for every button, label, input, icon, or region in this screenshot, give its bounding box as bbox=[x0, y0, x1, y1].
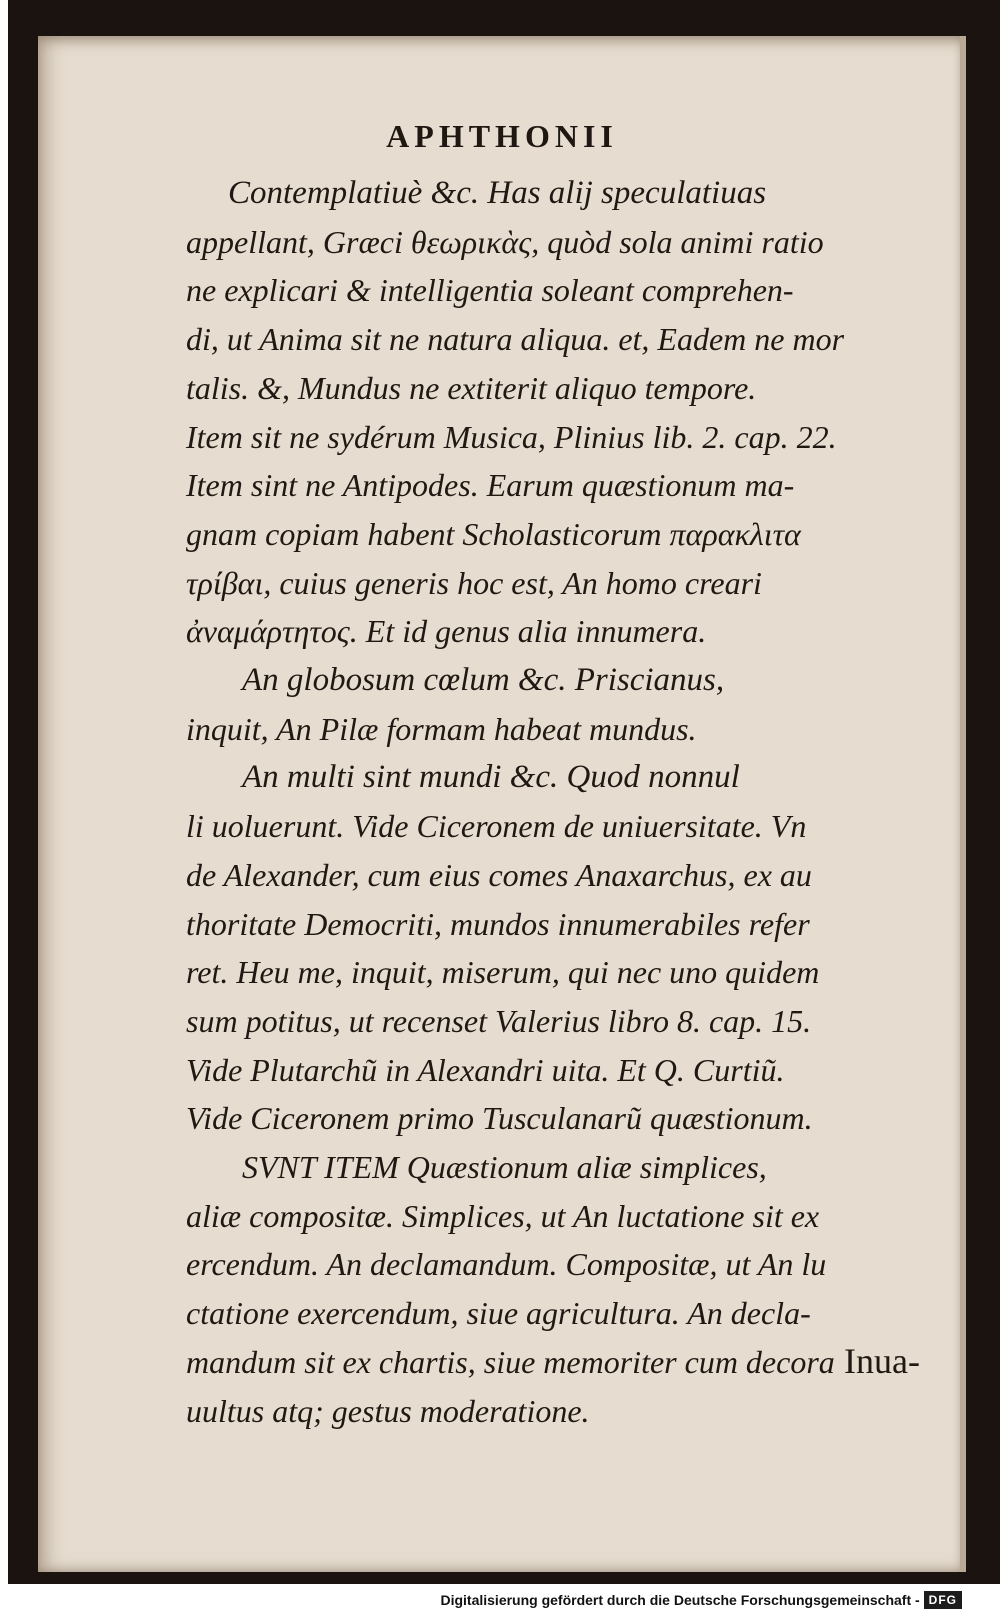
text-line: ctatione exercendum, siue agricultura. An decla- bbox=[186, 1295, 811, 1332]
text-line: ἀναμάρτητος. Et id genus alia innumera. bbox=[186, 613, 707, 650]
text-line: Vide Plutarchũ in Alexandri uita. Et Q. Curtiũ. bbox=[186, 1051, 785, 1088]
text-line: gnam copiam habent Scholasticorum παρακλιτα bbox=[186, 515, 801, 552]
text-line: uultus atq; gestus moderatione. bbox=[186, 1392, 590, 1429]
text-line: An multi sint mundi &c. Quod nonnul bbox=[242, 759, 740, 796]
catchword: Inua- bbox=[844, 1341, 920, 1381]
text-line: de Alexander, cum eius comes Anaxarchus, ex au bbox=[186, 856, 812, 893]
text-line: Item sint ne Antipodes. Earum quæstionum ma- bbox=[186, 467, 795, 504]
text-line: talis. &, Mundus ne extiterit aliquo tempore. bbox=[186, 369, 757, 406]
text-line: inquit, An Pilæ formam habeat mundus. bbox=[186, 710, 697, 747]
dfg-logo: DFG bbox=[924, 1591, 962, 1609]
page-edge bbox=[960, 36, 966, 1572]
text-line: ret. Heu me, inquit, miserum, qui nec uno quidem bbox=[186, 954, 820, 991]
text-line: ercendum. An declamandum. Compositæ, ut An lu bbox=[186, 1246, 827, 1283]
text-line: An globosum cœlum &c. Priscianus, bbox=[242, 662, 725, 698]
text-line: appellant, Græci θεωρικὰς, quòd sola animi ratio bbox=[186, 223, 824, 260]
book-page bbox=[38, 36, 966, 1572]
text-line: sum potitus, ut recenset Valerius libro 8. cap. 15. bbox=[186, 1002, 812, 1039]
text-line: li uoluerunt. Vide Ciceronem de uniuersitate. Vn bbox=[186, 808, 807, 845]
text-line: SVNT ITEM Quæstionum aliæ simplices, bbox=[242, 1149, 767, 1185]
text-line: ne explicari & intelligentia soleant comprehen- bbox=[186, 272, 794, 309]
text-line: mandum sit ex chartis, siue memoriter cum decora bbox=[186, 1343, 835, 1380]
text-line: di, ut Anima sit ne natura aliqua. et, Eadem ne mor bbox=[186, 321, 845, 358]
text-line: Contemplatiuè &c. Has alij speculatiuas bbox=[228, 175, 767, 211]
running-head: APHTHONII bbox=[386, 118, 618, 154]
text-line: thoritate Democriti, mundos innumerabiles refer bbox=[186, 905, 810, 942]
text-line: τρίβαι, cuius generis hoc est, An homo creari bbox=[186, 564, 762, 601]
text-line: Item sit ne sydérum Musica, Plinius lib. 2. cap. 22. bbox=[186, 418, 837, 455]
footer-text: Digitalisierung gefördert durch die Deutsche Forschungsgemeinschaft - bbox=[440, 1592, 920, 1608]
text-line: aliæ compositæ. Simplices, ut An luctatione sit ex bbox=[186, 1197, 820, 1234]
footer-credit bbox=[440, 1588, 962, 1612]
text-line: Vide Ciceronem primo Tusculanarũ quæstionum. bbox=[186, 1100, 813, 1137]
